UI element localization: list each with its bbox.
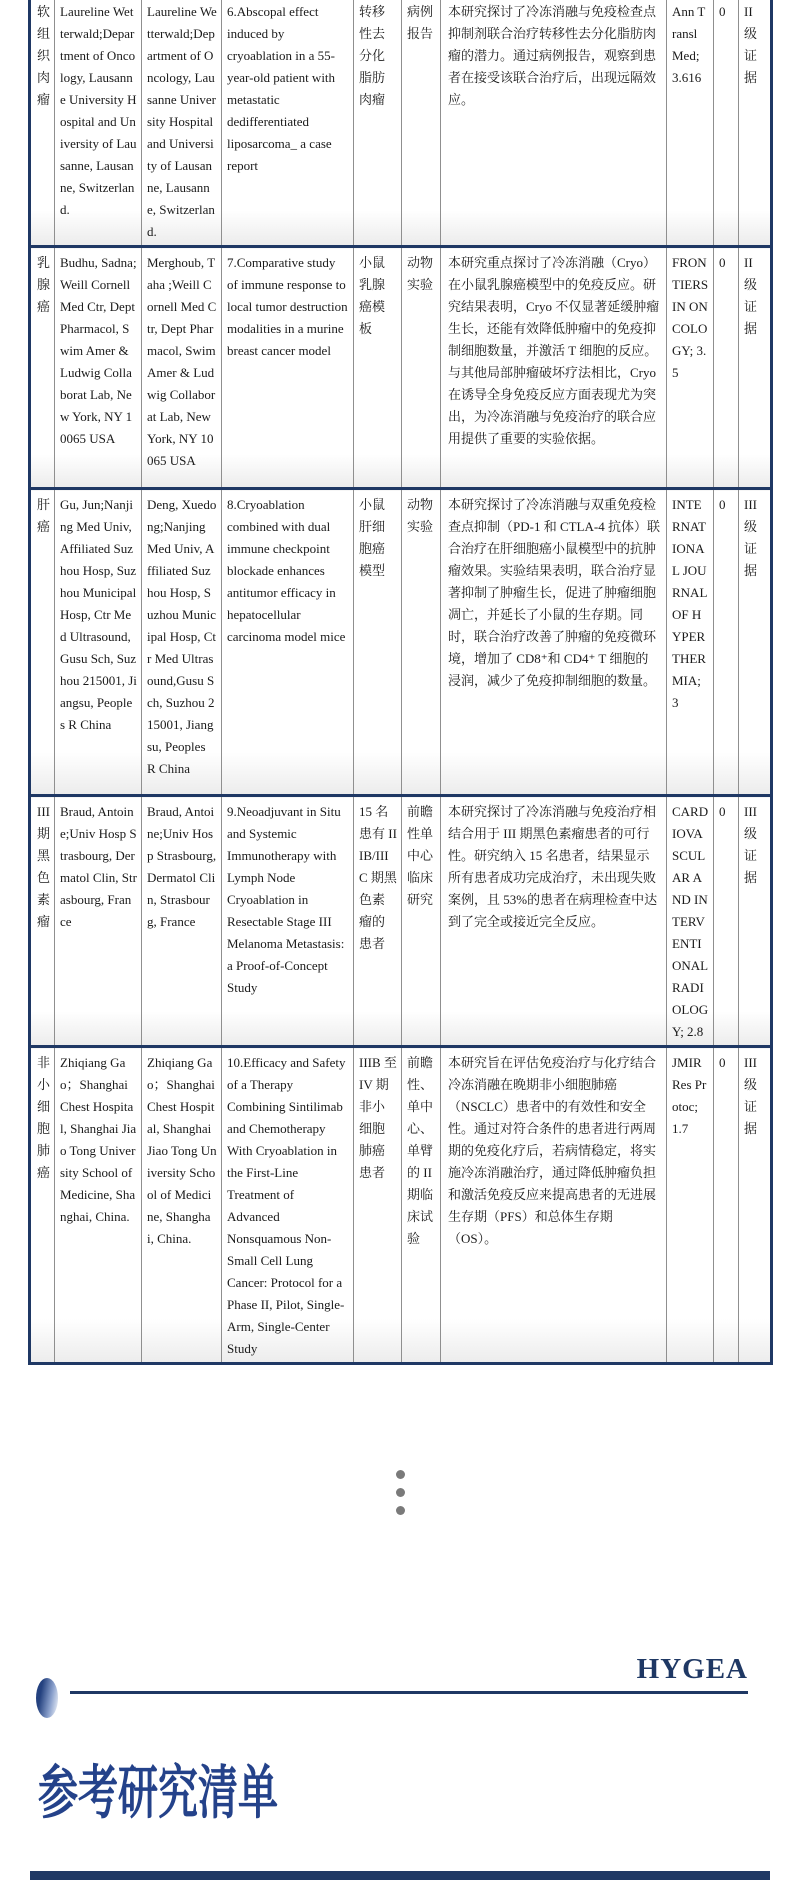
cell-evidence-level: III 级证据 (739, 796, 772, 1047)
table-row (30, 489, 772, 796)
cell-title-en: 10.Efficacy and Safety of a Therapy Combining Sintilimab and Chemotherapy With Cryoablation in the First-Line Treatment of Advanced Nonsquamous Non-Small Cell Lung Cancer: Protocol for a Phase II, Pilot, Single-Arm, Single-Center Study (222, 1047, 354, 1364)
cell-subjects: 小鼠肝细胞癌模型 (354, 489, 402, 796)
cell-summary: 本研究探讨了冷冻消融与免疫治疗相结合用于 III 期黑色素瘤患者的可行性。研究纳入 15 名患者，结果显示所有患者成功完成治疗，未出现失败案例，且 53%的患者在病理检查中达到了完全或接近完全反应。 (441, 796, 667, 1047)
cell-journal: CARDIOVASCULAR AND INTERVENTIONAL RADIOLOGY; 2.8 (667, 796, 714, 1047)
cell-title-en: 7.Comparative study of immune response to local tumor destruction modalities in a murine breast cancer model (222, 247, 354, 489)
dot-icon (396, 1470, 405, 1479)
cell-summary: 本研究重点探讨了冷冻消融（Cryo）在小鼠乳腺癌模型中的免疫反应。研究结果表明，Cryo 不仅显著延缓肿瘤生长，还能有效降低肿瘤中的免疫抑制细胞数量，并激活 T 细胞的反应。与其他局部肿瘤破坏疗法相比，Cryo 在诱导全身免疫反应方面表现尤为突出，为冷冻消融与免疫治疗的联合应用提供了重要的实验依据。 (441, 247, 667, 489)
cell-subjects: 15 名患有 IIIB/IIIC 期黑色素瘤的患者 (354, 796, 402, 1047)
cell-study-type: 动物实验 (402, 489, 441, 796)
cell-count: 0 (714, 0, 739, 247)
cell-journal: FRONTIERS IN ONCOLOGY; 3.5 (667, 247, 714, 489)
cell-journal: INTERNATIONAL JOURNAL OF HYPERTHERMIA; 3 (667, 489, 714, 796)
cell-first-author: Zhiqiang Gao；Shanghai Chest Hospital, Shanghai Jiao Tong University School of Medicine, Shanghai, China. (55, 1047, 142, 1364)
cell-study-type: 病例报告 (402, 0, 441, 247)
cell-evidence-level: II 级证据 (739, 247, 772, 489)
cell-cancer-type: 非小细胞肺癌 (30, 1047, 55, 1364)
cell-first-author: Laureline Wetterwald;Department of Oncology, Lausanne University Hospital and University of Lausanne, Lausanne, Switzerland. (55, 0, 142, 247)
cell-corresponding-author: Laureline Wetterwald;Department of Oncology, Lausanne University Hospital and University of Lausanne, Lausanne, Switzerland. (142, 0, 222, 247)
cell-cancer-type: 软组织肉瘤 (30, 0, 55, 247)
cell-corresponding-author: Deng, Xuedong;Nanjing Med Univ, Affiliated Suzhou Hosp, Suzhou Municipal Hosp, Ctr Med Ultrasound,Gusu Sch, Suzhou 215001, Jiangsu, Peoples R China (142, 489, 222, 796)
reference-table-body (30, 0, 772, 1364)
section-title: 参考研究清单 (38, 1760, 278, 1826)
cell-count: 0 (714, 489, 739, 796)
cell-first-author: Budhu, Sadna;Weill Cornell Med Ctr, Dept Pharmacol, Swim Amer & Ludwig Collaborat Lab, New York, NY 10065 USA (55, 247, 142, 489)
cell-study-type: 动物实验 (402, 247, 441, 489)
cell-first-author: Gu, Jun;Nanjing Med Univ, Affiliated Suzhou Hosp, Suzhou Municipal Hosp, Ctr Med Ultrasound,Gusu Sch, Suzhou 215001, Jiangsu, Peoples R China (55, 489, 142, 796)
dot-icon (396, 1506, 405, 1515)
brand-logo-text: HYGEA (636, 1653, 748, 1685)
cell-summary: 本研究探讨了冷冻消融与双重免疫检查点抑制（PD-1 和 CTLA-4 抗体）联合治疗在肝细胞癌小鼠模型中的抗肿瘤效果。实验结果表明，联合治疗显著抑制了肿瘤生长，促进了肿瘤细胞凋亡，并延长了小鼠的生存期。同时，联合治疗改善了肿瘤的免疫微环境，增加了 CD8⁺和 CD4⁺ T 细胞的浸润，减少了免疫抑制细胞的数量。 (441, 489, 667, 796)
cell-corresponding-author: Merghoub, Taha ;Weill Cornell Med Ctr, Dept Pharmacol, Swim Amer & Ludwig Collaborat Lab, New York, NY 10065 USA (142, 247, 222, 489)
cell-journal: Ann Transl Med;3.616 (667, 0, 714, 247)
cell-corresponding-author: Braud, Antoine;Univ Hosp Strasbourg, Dermatol Clin, Strasbourg, France (142, 796, 222, 1047)
cell-journal: JMIR Res Protoc; 1.7 (667, 1047, 714, 1364)
cell-cancer-type: 肝癌 (30, 489, 55, 796)
cell-evidence-level: III 级证据 (739, 1047, 772, 1364)
cell-title-en: 9.Neoadjuvant in Situ and Systemic Immunotherapy with Lymph Node Cryoablation in Resectable Stage III Melanoma Metastasis: a Proof-of-Concept Study (222, 796, 354, 1047)
cell-count: 0 (714, 247, 739, 489)
cell-subjects: 转移性去分化脂肪肉瘤 (354, 0, 402, 247)
table-row (30, 1047, 772, 1364)
table-row (30, 796, 772, 1047)
table-row (30, 247, 772, 489)
header-rule (70, 1691, 748, 1694)
table-row (30, 0, 772, 247)
cell-summary: 本研究旨在评估免疫治疗与化疗结合冷冻消融在晚期非小细胞肺癌（NSCLC）患者中的有效性和安全性。通过对符合条件的患者进行两周期的免疫化疗后，若病情稳定，将实施冷冻消融治疗，通过降低肿瘤负担和激活免疫反应来提高患者的无进展生存期（PFS）和总体生存期（OS）。 (441, 1047, 667, 1364)
cell-evidence-level: III 级证据 (739, 489, 772, 796)
cell-first-author: Braud, Antoine;Univ Hosp Strasbourg, Dermatol Clin, Strasbourg, France (55, 796, 142, 1047)
cell-count: 0 (714, 1047, 739, 1364)
cell-subjects: 小鼠乳腺癌模板 (354, 247, 402, 489)
cell-study-type: 前瞻性、单中心、单臂的 II 期临床试验 (402, 1047, 441, 1364)
bottom-accent-bar (30, 1871, 770, 1880)
cell-corresponding-author: Zhiqiang Gao；Shanghai Chest Hospital, Shanghai Jiao Tong University School of Medicine, Shanghai, China. (142, 1047, 222, 1364)
cell-cancer-type: III期黑色素瘤 (30, 796, 55, 1047)
cell-summary: 本研究探讨了冷冻消融与免疫检查点抑制剂联合治疗转移性去分化脂肪肉瘤的潜力。通过病例报告，观察到患者在接受该联合治疗后，出现远隔效应。 (441, 0, 667, 247)
cell-title-en: 6.Abscopal effect induced by cryoablation in a 55-year-old patient with metastatic dedifferentiated liposarcoma_ a case report (222, 0, 354, 247)
brand-ellipse-icon (36, 1678, 58, 1718)
cell-study-type: 前瞻性单中心临床研究 (402, 796, 441, 1047)
continuation-dots (396, 1470, 405, 1515)
cell-title-en: 8.Cryoablation combined with dual immune checkpoint blockade enhances antitumor efficacy in hepatocellular carcinoma model mice (222, 489, 354, 796)
cell-subjects: IIIB 至 IV 期非小细胞肺癌患者 (354, 1047, 402, 1364)
cell-cancer-type: 乳腺癌 (30, 247, 55, 489)
cell-evidence-level: II 级证据 (739, 0, 772, 247)
reference-table (28, 0, 773, 1365)
dot-icon (396, 1488, 405, 1497)
cell-count: 0 (714, 796, 739, 1047)
